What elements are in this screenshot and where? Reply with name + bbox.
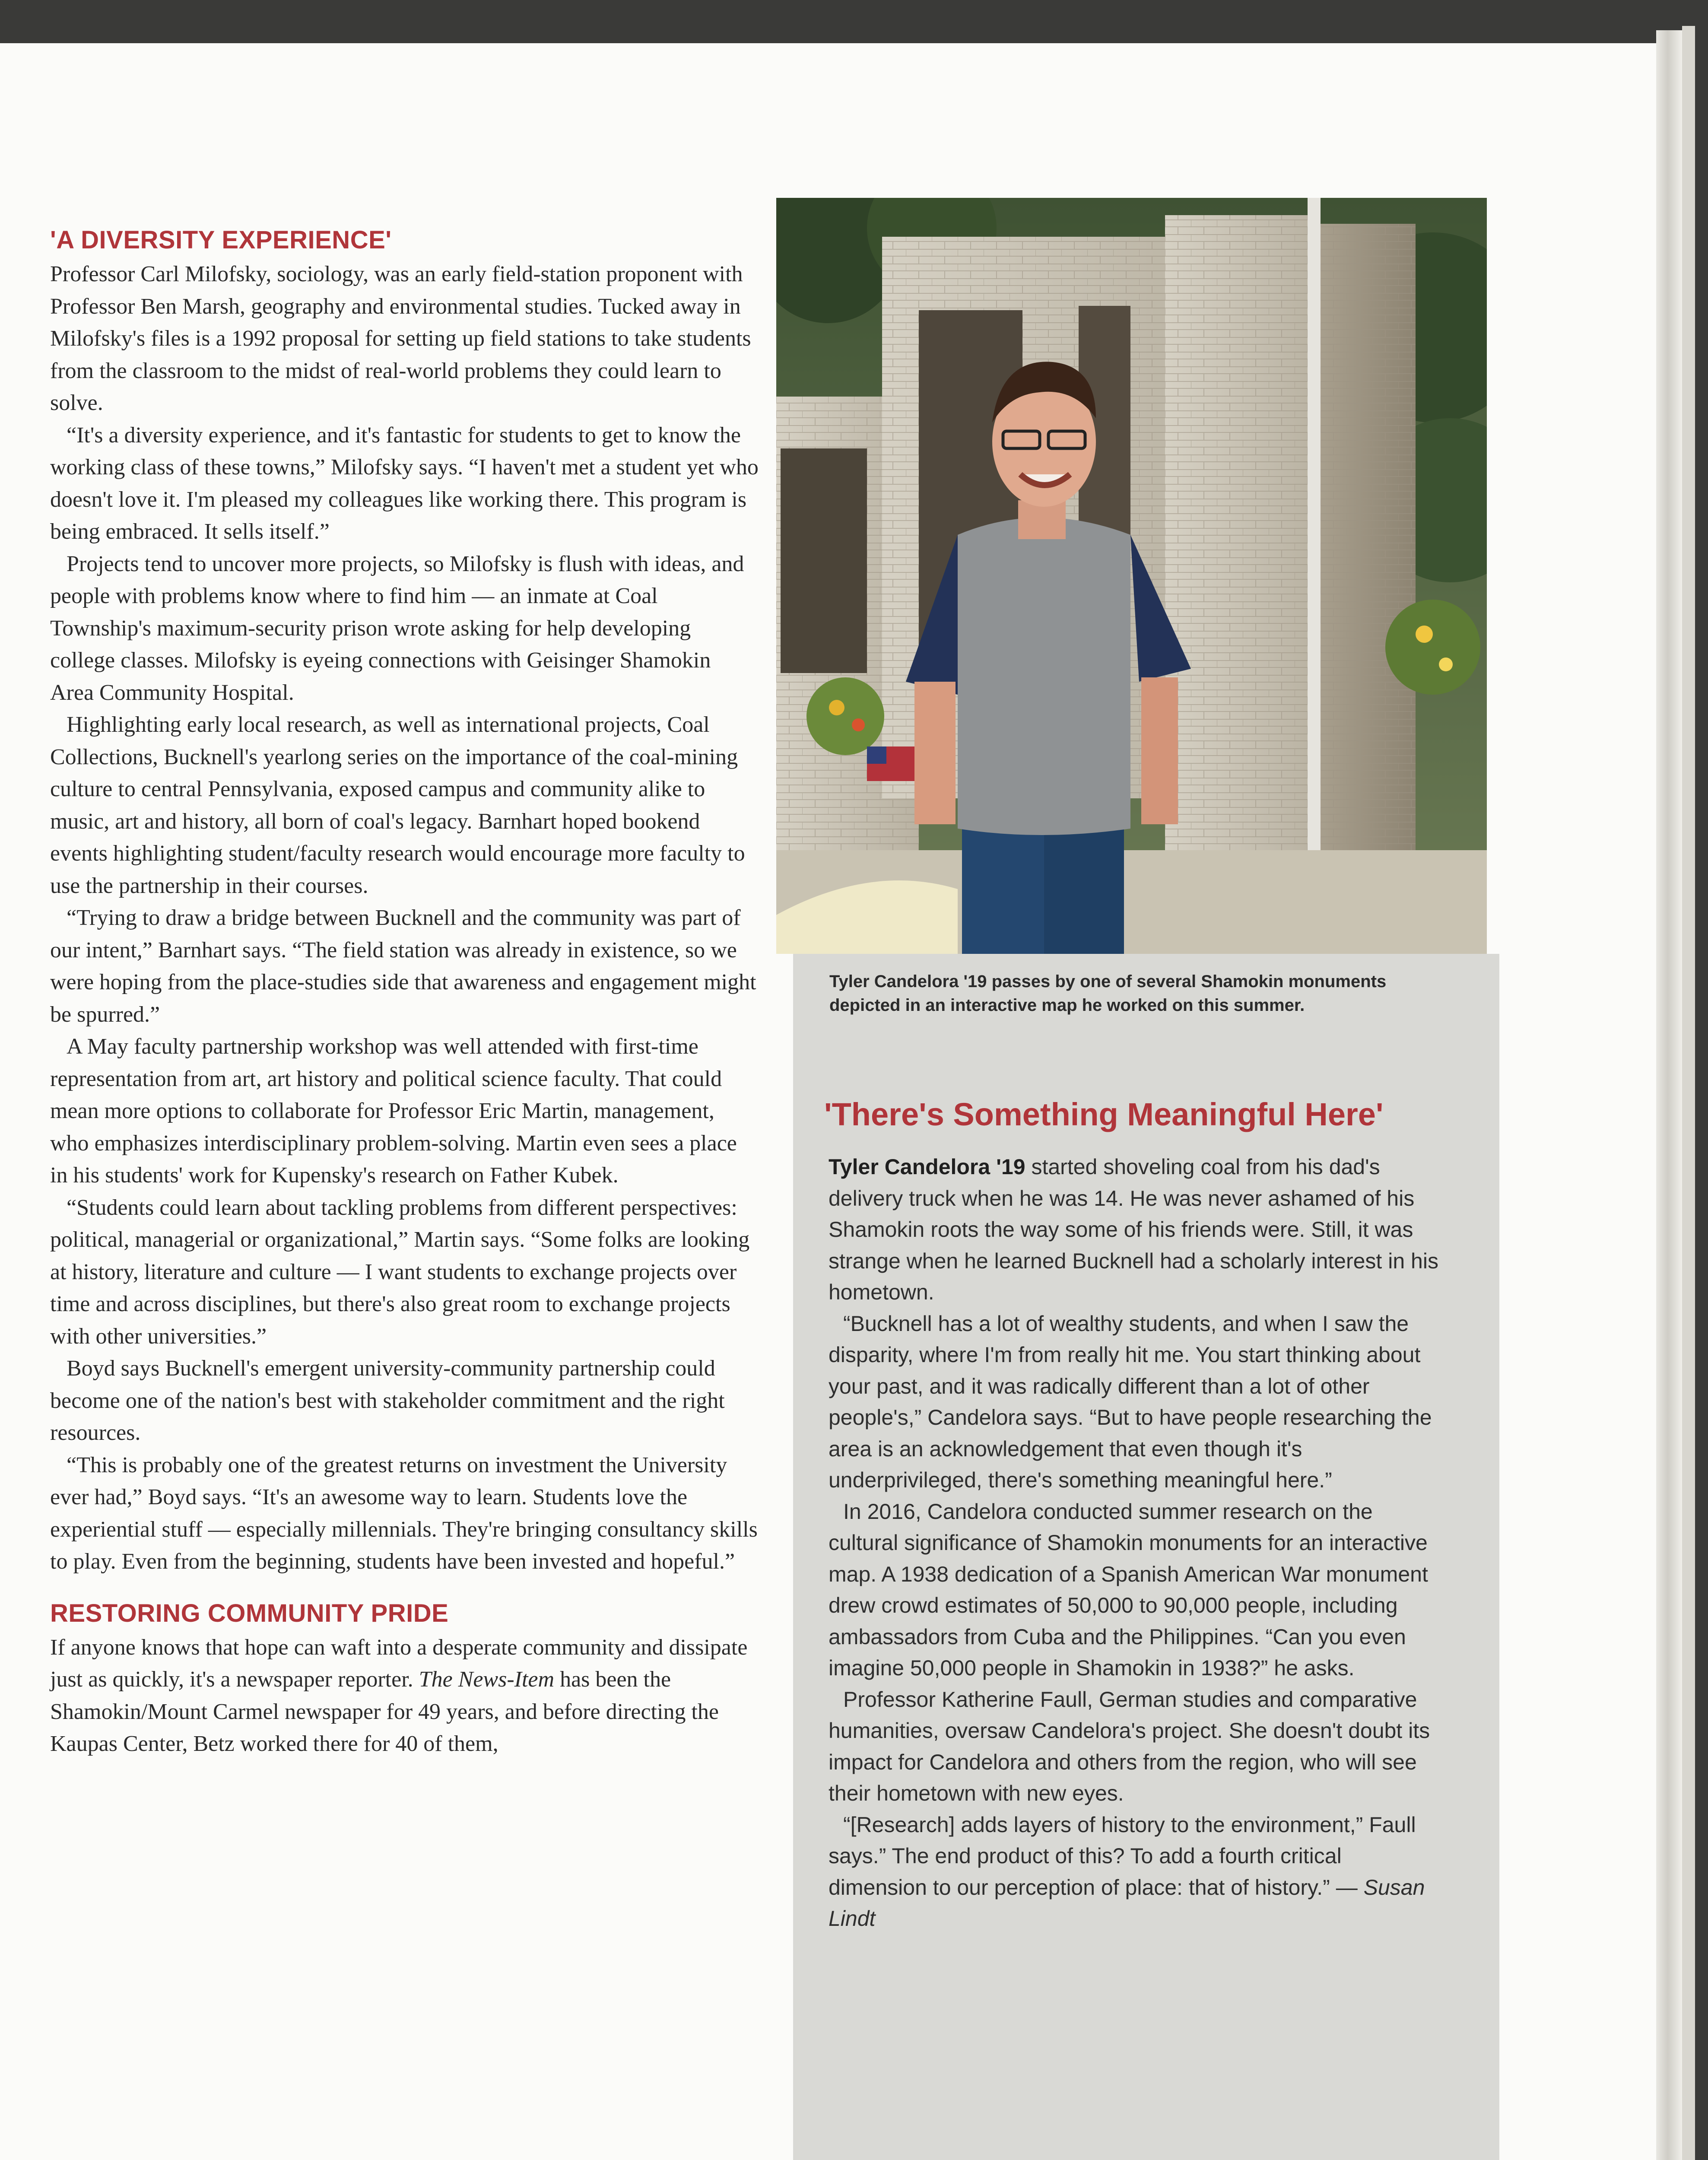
sidebar-paragraph: Tyler Candelora '19 started shoveling coal from his dad's delivery truck when he was 14. He was never ashamed of his Shamokin roots the way some of his friends were. Still, it was strange when he learned Bucknell had a scholarly interest in his hometown.: [829, 1155, 1438, 1304]
photo-caption: Tyler Candelora '19 passes by one of several Shamokin monuments depicted in an interactive map he worked on this summer.: [829, 972, 1387, 1015]
article-paragraph: Highlighting early local research, as well as international projects, Coal Collections, Bucknell's yearlong series on the importance of the coal-mining culture to central Pennsylvania, exposed campus and community alike to music, art and history, all born of coal's legacy. Barnhart hoped bookend events highlighting student/faculty research would encourage more faculty to use the partnership in their courses.: [50, 712, 745, 898]
sidebar-paragraph: In 2016, Candelora conducted summer research on the cultural significance of Shamokin monuments for an interactive map. A 1938 dedication of a Spanish American War monument drew crowd estimates of 50,000 to 90,000 people, including ambassadors from Cuba and the Philippines. “Can you even imagine 50,000 people in Shamokin in 1938?” he asks.: [829, 1499, 1428, 1680]
article-paragraph: Professor Carl Milofsky, sociology, was an early field-station proponent with Professor Ben Marsh, geography and environmental studies. Tucked away in Milofsky's files is a 1992 proposal for setting up field stations to take students from the classroom to the midst of real-world problems they could learn to solve.: [50, 262, 751, 415]
article-paragraph: If anyone knows that hope can waft into a desperate community and dissipate just as quickly, it's a newspaper reporter. The News-Item has been the Shamokin/Mount Carmel newspaper for 49 years, and before directing the Kaupas Center, Betz worked there for 40 of them,: [50, 1635, 748, 1756]
photo-illustration: [776, 198, 1487, 954]
main-article-column: [50, 225, 759, 1760]
author-byline: Susan Lindt: [829, 1875, 1425, 1931]
article-paragraph: A May faculty partnership workshop was well attended with first-time representation from art, art history and political science faculty. That could mean more options to collaborate for Professor Eric Martin, management, who emphasizes interdisciplinary problem-solving. Martin even sees a place in his students' work for Kupensky's research on Father Kubek.: [50, 1034, 737, 1188]
section-heading-restoring: RESTORING COMMUNITY PRIDE: [50, 1599, 449, 1627]
photo-tyler-candelora: [776, 198, 1487, 954]
article-paragraph: Projects tend to uncover more projects, so Milofsky is flush with ideas, and people with problems know where to find him — an inmate at Coal Township's maximum-security prison wrote asking for help developing college classes. Milofsky is eyeing connections with Geisinger Shamokin Area Community Hospital.: [50, 551, 744, 705]
sidebar-title: 'There's Something Meaningful Here': [824, 1096, 1384, 1132]
lead-name: Tyler Candelora '19: [829, 1155, 1025, 1179]
page-edge: [1656, 30, 1682, 2160]
sidebar-paragraph: “Bucknell has a lot of wealthy students, and when I saw the disparity, where I'm from really hit me. You start thinking about your past, and it was radically different than a lot of other people's,” Candelora says. “But to have people researching the area is an acknowledgement that even though it's underprivileged, there's something meaningful here.”: [829, 1311, 1432, 1492]
newspaper-title: The News-Item: [419, 1667, 555, 1692]
section-heading-diversity: 'A DIVERSITY EXPERIENCE': [50, 226, 392, 254]
sidebar-paragraph: Professor Katherine Faull, German studies and comparative humanities, oversaw Candelora's project. She doesn't doubt its impact for Candelora and others from the region, who will see their hometown with new eyes.: [829, 1687, 1430, 1805]
article-paragraph: “This is probably one of the greatest returns on investment the University ever had,” Boyd says. “It's an awesome way to learn. Students love the experiential stuff — especially millennials. They're bringing consultancy skills to play. Even from the beginning, students have been invested and hopeful.”: [50, 1452, 758, 1574]
article-paragraph: “Students could learn about tackling problems from different perspectives: political, managerial or organizational,” Martin says. “Some folks are looking at history, literature and culture — I want students to exchange projects over time and across disciplines, but there's also great room to exchange projects with other universities.”: [50, 1195, 750, 1349]
sidebar-paragraph: “[Research] adds layers of history to the environment,” Faull says.” The end product of this? To add a fourth critical dimension to our perception of place: that of history.” — Susan Lindt: [829, 1812, 1425, 1931]
article-paragraph: Boyd says Bucknell's emergent university-community partnership could become one of the nation's best with stakeholder commitment and the right resources.: [50, 1356, 725, 1445]
sidebar-body: [829, 1151, 1442, 1934]
page-edge-shadow: [1682, 26, 1695, 2160]
article-paragraph: “It's a diversity experience, and it's fantastic for students to get to know the working class of these towns,” Milofsky says. “I haven't met a student yet who doesn't love it. I'm pleased my colleagues like working there. This program is being embraced. It sells itself.”: [50, 422, 759, 544]
article-paragraph: “Trying to draw a bridge between Bucknell and the community was part of our intent,” Barnhart says. “The field station was already in existence, so we were hoping from the place-studies side that awareness and engagement might be spurred.”: [50, 905, 756, 1027]
